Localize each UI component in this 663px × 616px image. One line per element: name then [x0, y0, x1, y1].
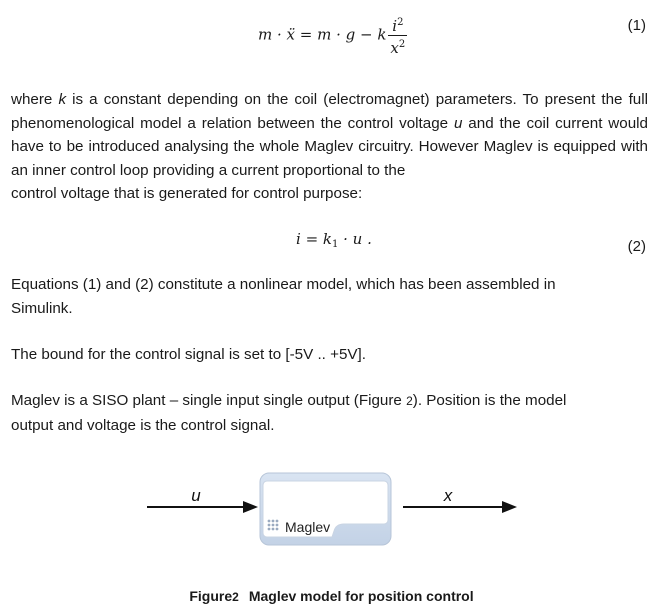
equation-2-number: (2) [627, 238, 646, 255]
equation-1: m · ẍ = m · g − k $\frac{i^2}{x^2}$ [258, 14, 407, 57]
paragraph-1: where k is a constant depending on the coil (electromagnet) parameters. To present the full phenomenological model a relation between the control voltage u and the coil current would have to be introduced analysing the whole Maglev circuitry. However Maglev is equipped with an inner control loop providing a current proportional to the control voltage that is generated for control purpose: [11, 91, 648, 203]
paragraph-4: Maglev is a SISO plant – single input single output (Figure 2). Position is the model output and voltage is the control signal. [11, 392, 567, 434]
output-arrow [403, 501, 517, 513]
equation-1-fraction: $\frac{i^2}{x^2}$ [388, 14, 407, 57]
block-grip-icon [268, 520, 279, 531]
maglev-block [260, 473, 391, 545]
input-label: u [191, 486, 201, 505]
paragraph-3: The bound for the control signal is set to [-5V .. +5V]. [11, 346, 366, 363]
paragraph-2: Equations (1) and (2) constitute a nonlinear model, which has been assembled in Simulink. [11, 276, 556, 317]
equation-1-number: (1) [627, 17, 646, 34]
figure-caption: Figure2 Maglev model for position control [189, 588, 474, 604]
input-arrow [147, 501, 258, 513]
maglev-block-diagram [0, 455, 663, 565]
output-label: x [443, 486, 453, 505]
equation-2: $i = k_1 \cdot u$ . [296, 230, 372, 250]
block-label: Maglev [285, 519, 331, 535]
